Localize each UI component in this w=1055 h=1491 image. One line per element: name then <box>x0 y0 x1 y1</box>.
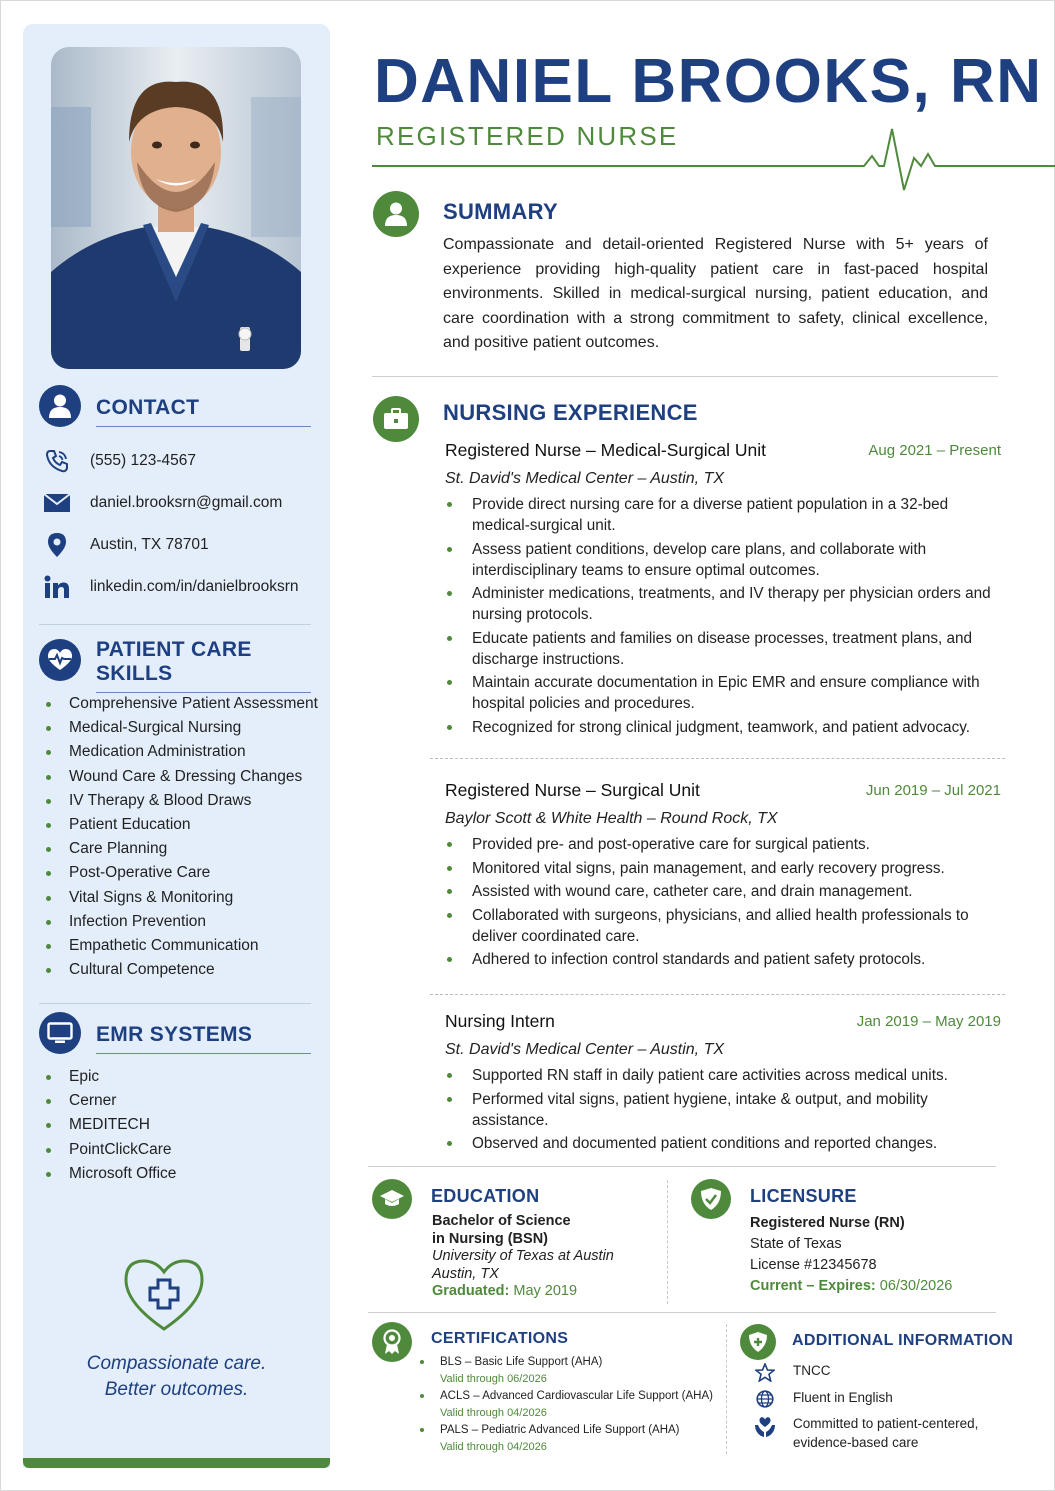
job-date: Jan 2019 – May 2019 <box>856 1013 1001 1030</box>
license-status-label: Current – Expires: <box>750 1278 876 1294</box>
certification-item <box>420 1354 720 1387</box>
dashed-divider <box>430 758 1005 759</box>
list-item: PointClickCare <box>39 1138 311 1162</box>
licensure-details <box>750 1213 1030 1297</box>
list-item: Infection Prevention <box>39 910 311 934</box>
certification-validity: Valid through 04/2026 <box>440 1406 547 1419</box>
contact-phone[interactable] <box>39 440 311 482</box>
job-bullet: Educate patients and families on disease processes, treatment plans, and discharge instructions. <box>445 628 1005 670</box>
school-name: University of Texas at Austin <box>432 1248 614 1264</box>
emr-title: EMR SYSTEMS <box>96 1023 311 1054</box>
job-title: Registered Nurse – Medical-Surgical Unit <box>445 440 766 460</box>
certification-item <box>420 1422 720 1455</box>
contact-title: CONTACT <box>96 396 311 427</box>
licensure-title: LICENSURE <box>750 1186 857 1206</box>
additional-item <box>752 1361 1012 1382</box>
contact-linkedin[interactable] <box>39 566 311 608</box>
phone-icon <box>39 448 75 474</box>
additional-info-title: ADDITIONAL INFORMATION <box>792 1332 1014 1349</box>
award-ribbon-icon <box>372 1322 412 1362</box>
location-text: Austin, TX 78701 <box>90 536 209 553</box>
certification-abbr: PALS <box>440 1424 469 1436</box>
tagline-line-2: Better outcomes. <box>104 1379 249 1400</box>
list-item: Cultural Competence <box>39 958 311 982</box>
additional-info-list <box>752 1361 1012 1458</box>
briefcase-icon <box>373 396 419 442</box>
additional-item <box>752 1388 1012 1408</box>
job-bullet: Performed vital signs, patient hygiene, intake & output, and mobility assistance. <box>445 1089 1005 1131</box>
sidebar-divider <box>39 624 311 625</box>
list-item: Medication Administration <box>39 740 311 764</box>
dashed-divider <box>430 994 1005 995</box>
list-item: Vital Signs & Monitoring <box>39 886 311 910</box>
star-icon <box>752 1361 778 1382</box>
additional-item <box>752 1414 1012 1452</box>
list-item: Microsoft Office <box>39 1162 311 1186</box>
emr-section <box>39 1011 311 1186</box>
tagline-line-1: Compassionate care. <box>86 1353 267 1374</box>
certification-abbr: BLS <box>440 1356 462 1368</box>
summary-text: Compassionate and detail-oriented Registered Nurse with 5+ years of experience providing high-quality patient care in fast-paced hospital environments. Skilled in medical-surgical nursing, patient education, and care coordination with a strong commitment to safety, clinical excellence, and positive patient outcomes. <box>443 236 988 351</box>
experience-title: NURSING EXPERIENCE <box>443 400 698 425</box>
additional-item-text: Committed to patient-centered, evidence-based care <box>793 1416 979 1450</box>
job-place: Baylor Scott & White Health – Round Rock, TX <box>445 810 778 827</box>
graduated-date: May 2019 <box>513 1283 578 1299</box>
sidebar-divider <box>39 1003 311 1004</box>
heartbeat-icon <box>39 639 81 681</box>
job-date: Jun 2019 – Jul 2021 <box>865 782 1001 799</box>
skills-title: PATIENT CARE SKILLS <box>96 638 311 693</box>
vertical-divider <box>667 1180 668 1304</box>
list-item: Care Planning <box>39 837 311 861</box>
job-bullets <box>445 494 1005 738</box>
job-bullet: Adhered to infection control standards and patient safety protocols. <box>445 949 1005 970</box>
certifications-title: CERTIFICATIONS <box>431 1330 569 1347</box>
certification-name: – Pediatric Advanced Life Support (AHA) <box>468 1424 680 1436</box>
job-bullet: Assisted with wound care, catheter care, and drain management. <box>445 881 1005 902</box>
list-item: Epic <box>39 1065 311 1089</box>
email-icon <box>39 493 75 513</box>
list-item: Patient Education <box>39 813 311 837</box>
job-bullet: Assess patient conditions, develop care plans, and collaborate with interdisciplinary teams to ensure optimal outcomes. <box>445 539 1005 581</box>
phone-text: (555) 123-4567 <box>90 452 196 469</box>
skills-section <box>39 637 318 982</box>
heart-hands-icon <box>752 1414 778 1438</box>
heart-cross-icon <box>123 1258 205 1337</box>
divider <box>372 376 998 377</box>
location-pin-icon <box>39 532 75 558</box>
profile-photo <box>51 47 301 369</box>
summary-person-icon <box>373 191 419 237</box>
additional-item-text: TNCC <box>793 1363 831 1378</box>
certification-abbr: ACLS <box>440 1390 471 1402</box>
license-number: License #12345678 <box>750 1257 877 1273</box>
candidate-role: REGISTERED NURSE <box>376 121 679 151</box>
license-name: Registered Nurse (RN) <box>750 1215 905 1231</box>
skills-list <box>39 692 318 982</box>
candidate-name: DANIEL BROOKS, RN <box>374 47 1043 116</box>
shield-check-icon <box>691 1179 731 1219</box>
monitor-icon <box>39 1012 81 1054</box>
job-entry <box>445 1011 1005 1157</box>
sidebar-bottom-bar <box>23 1458 330 1468</box>
additional-item-text: Fluent in English <box>793 1390 893 1405</box>
graduation-cap-icon <box>372 1179 412 1219</box>
certification-name: – Advanced Cardiovascular Life Support (AHA) <box>470 1390 713 1402</box>
list-item: Post-Operative Care <box>39 861 311 885</box>
vertical-divider <box>726 1324 727 1454</box>
summary-title: SUMMARY <box>443 199 558 224</box>
job-bullet: Maintain accurate documentation in Epic EMR and ensure compliance with hospital policies and procedures. <box>445 672 1005 714</box>
shield-plus-icon <box>740 1324 776 1360</box>
contact-email[interactable] <box>39 482 311 524</box>
job-entry <box>445 440 1005 740</box>
job-bullet: Collaborated with surgeons, physicians, and allied health professionals to deliver coordinated care. <box>445 905 1005 947</box>
job-entry <box>445 780 1005 973</box>
certification-name: – Basic Life Support (AHA) <box>461 1356 603 1368</box>
job-bullet: Observed and documented patient conditions and reported changes. <box>445 1133 1005 1154</box>
job-bullets <box>445 834 1005 970</box>
school-city: Austin, TX <box>432 1265 499 1282</box>
emr-list <box>39 1065 311 1186</box>
job-bullets <box>445 1065 1005 1154</box>
education-details <box>432 1213 657 1301</box>
job-place: St. David's Medical Center – Austin, TX <box>445 470 725 487</box>
job-bullet: Supported RN staff in daily patient care activities across medical units. <box>445 1065 1005 1086</box>
divider <box>368 1312 996 1313</box>
list-item: Comprehensive Patient Assessment <box>39 692 311 716</box>
job-bullet: Provided pre- and post-operative care for surgical patients. <box>445 834 1005 855</box>
list-item: Wound Care & Dressing Changes <box>39 765 311 789</box>
job-bullet: Recognized for strong clinical judgment, teamwork, and patient advocacy. <box>445 717 1005 738</box>
job-place: St. David's Medical Center – Austin, TX <box>445 1041 725 1058</box>
license-expiry: 06/30/2026 <box>879 1278 953 1294</box>
job-title: Nursing Intern <box>445 1011 555 1031</box>
person-icon <box>39 385 81 427</box>
graduated-label: Graduated: <box>432 1283 510 1299</box>
globe-icon <box>752 1388 778 1408</box>
list-item: IV Therapy & Blood Draws <box>39 789 311 813</box>
job-title: Registered Nurse – Surgical Unit <box>445 780 700 800</box>
list-item: MEDITECH <box>39 1113 311 1137</box>
certification-validity: Valid through 04/2026 <box>440 1440 547 1453</box>
degree-line-2: in Nursing (BSN) <box>432 1230 548 1247</box>
job-bullet: Monitored vital signs, pain management, and early recovery progress. <box>445 858 1005 879</box>
contact-section <box>39 384 311 608</box>
linkedin-icon <box>39 575 75 599</box>
degree-line-1: Bachelor of Science <box>432 1213 571 1229</box>
email-text: daniel.brooksrn@gmail.com <box>90 494 283 511</box>
certification-validity: Valid through 06/2026 <box>440 1372 547 1385</box>
ecg-line-icon <box>372 124 1055 199</box>
certifications-list <box>420 1354 720 1456</box>
job-bullet: Administer medications, treatments, and IV therapy per physician orders and nursing protocols. <box>445 583 1005 625</box>
job-date: Aug 2021 – Present <box>868 442 1001 459</box>
divider <box>368 1166 996 1167</box>
tagline <box>23 1351 330 1403</box>
certification-item <box>420 1388 720 1421</box>
list-item: Cerner <box>39 1089 311 1113</box>
license-state: State of Texas <box>750 1236 842 1252</box>
linkedin-text: linkedin.com/in/danielbrooksrn <box>90 578 299 595</box>
list-item: Medical-Surgical Nursing <box>39 716 311 740</box>
education-title: EDUCATION <box>431 1186 540 1206</box>
contact-location <box>39 524 311 566</box>
list-item: Empathetic Communication <box>39 934 311 958</box>
job-bullet: Provide direct nursing care for a diverse patient population in a 32-bed medical-surgical unit. <box>445 494 1005 536</box>
